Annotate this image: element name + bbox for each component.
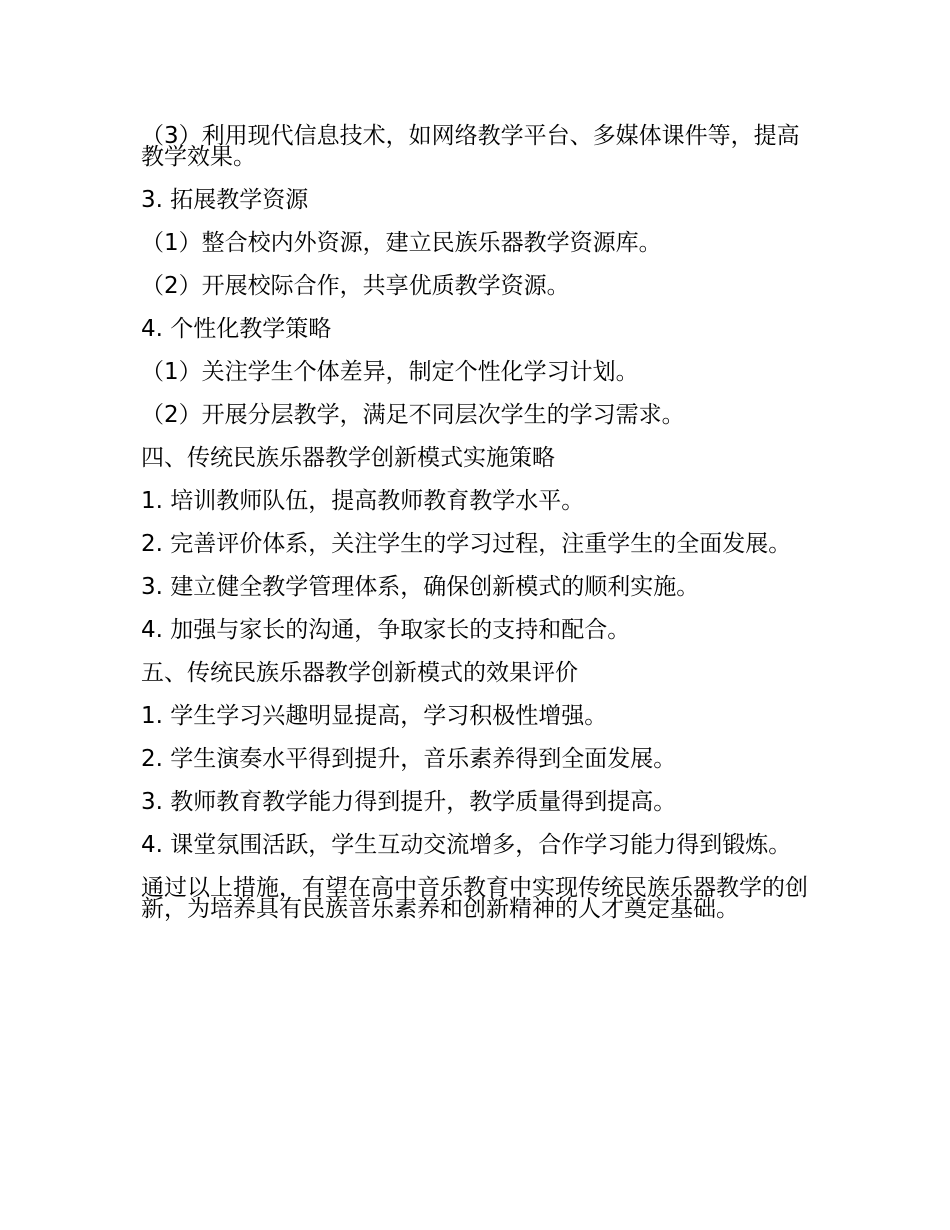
section-heading-implementation: 四、传统民族乐器教学创新模式实施策略 <box>141 445 555 471</box>
paragraph-individual-differences: （1）关注学生个体差异，制定个性化学习计划。 <box>141 359 639 385</box>
paragraph-student-interest: 1. 学生学习兴趣明显提高，学习积极性增强。 <box>141 703 608 729</box>
paragraph-integrate-resources: （1）整合校内外资源，建立民族乐器教学资源库。 <box>141 230 662 256</box>
paragraph-tiered-teaching: （2）开展分层教学，满足不同层次学生的学习需求。 <box>141 402 685 428</box>
document-body <box>141 123 821 942</box>
heading-expand-resources: 3. 拓展教学资源 <box>141 187 309 213</box>
paragraph-inter-school-cooperation: （2）开展校际合作，共享优质教学资源。 <box>141 273 570 299</box>
paragraph-performance-level: 2. 学生演奏水平得到提升，音乐素养得到全面发展。 <box>141 746 677 772</box>
paragraph-management-system: 3. 建立健全教学管理体系，确保创新模式的顺利实施。 <box>141 574 700 600</box>
paragraph-evaluation-system: 2. 完善评价体系，关注学生的学习过程，注重学生的全面发展。 <box>141 531 792 557</box>
heading-personalized-strategy: 4. 个性化教学策略 <box>141 316 332 342</box>
paragraph-parent-communication: 4. 加强与家长的沟通，争取家长的支持和配合。 <box>141 617 631 643</box>
paragraph-teacher-ability: 3. 教师教育教学能力得到提升，教学质量得到提高。 <box>141 789 677 815</box>
paragraph-teacher-training: 1. 培训教师队伍，提高教师教育教学水平。 <box>141 488 585 514</box>
paragraph-classroom-atmosphere: 4. 课堂氛围活跃，学生互动交流增多，合作学习能力得到锻炼。 <box>141 832 792 858</box>
section-heading-evaluation: 五、传统民族乐器教学创新模式的效果评价 <box>141 660 578 686</box>
paragraph-conclusion: 通过以上措施，有望在高中音乐教育中实现传统民族乐器教学的创新，为培养具有民族音乐素养和创新精神的人才奠定基础。 <box>141 875 808 922</box>
paragraph-modern-tech: （3）利用现代信息技术，如网络教学平台、多媒体课件等，提高教学效果。 <box>141 123 800 170</box>
